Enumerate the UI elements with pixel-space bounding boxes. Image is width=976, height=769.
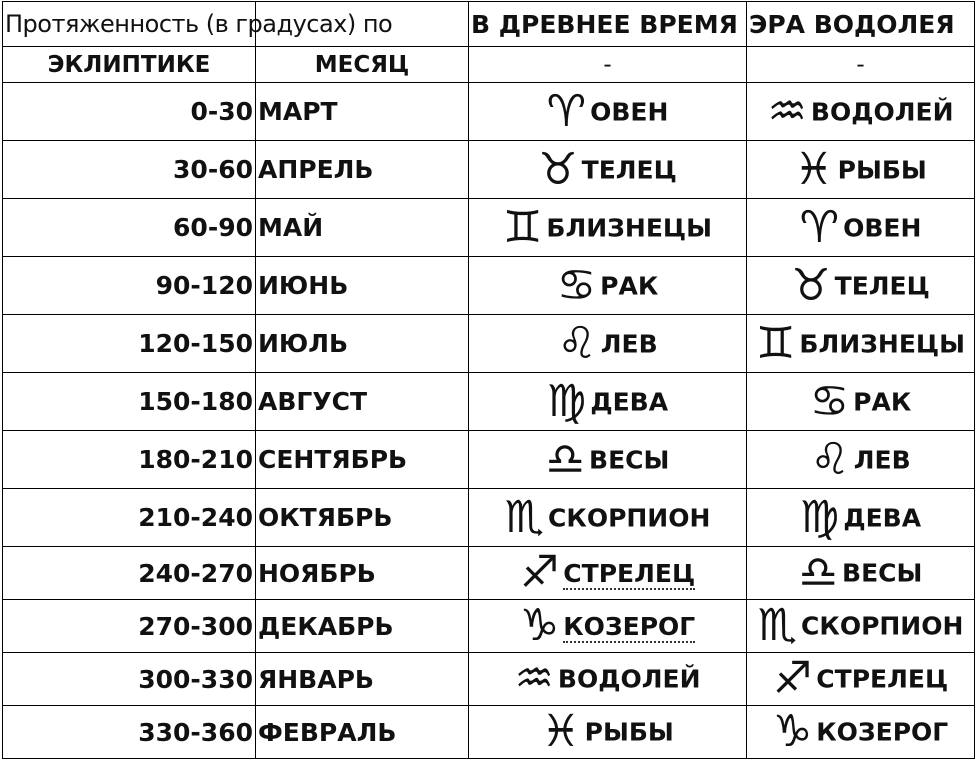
sign-name: ДЕВА — [590, 387, 669, 416]
ancient-sign-cell — [469, 257, 747, 315]
sign-name: ОВЕН — [590, 97, 669, 126]
header-ecliptic: ЭКЛИПТИКЕ — [3, 47, 256, 83]
month-name: МАРТ — [256, 83, 469, 141]
pisces-icon: ♓ — [794, 143, 834, 195]
scorpio-icon: ♏ — [757, 600, 798, 651]
era-sign-cell — [747, 489, 975, 547]
era-sign-cell — [747, 257, 975, 315]
header-aquarius-era: ЭРА ВОДОЛЕЯ — [747, 2, 975, 47]
era-sign-cell — [747, 373, 975, 431]
aquarius-icon: ♒ — [767, 85, 807, 137]
month-name: НОЯБРЬ — [256, 547, 469, 600]
ancient-sign-cell — [469, 431, 747, 489]
table-row — [3, 315, 975, 373]
ancient-sign-cell — [469, 373, 747, 431]
ancient-sign-cell — [469, 199, 747, 257]
month-name: ИЮЛЬ — [256, 315, 469, 373]
sign-name: СТРЕЛЕЦ — [563, 558, 696, 588]
ancient-sign-cell — [469, 706, 747, 759]
month-name: АПРЕЛЬ — [256, 141, 469, 199]
sign-name: БЛИЗНЕЦЫ — [546, 213, 713, 242]
capricorn-icon: ♑ — [519, 600, 560, 651]
era-sign-cell — [747, 315, 975, 373]
month-name: ДЕКАБРЬ — [256, 600, 469, 653]
header-era-dash: - — [747, 47, 975, 83]
sign-name: ТЕЛЕЦ — [834, 271, 930, 300]
header-month: МЕСЯЦ — [256, 47, 469, 83]
sign-name: ОВЕН — [843, 213, 922, 242]
degree-range: 120-150 — [3, 315, 256, 373]
sign-name: ВОДОЛЕЙ — [810, 97, 954, 126]
ancient-sign-cell — [469, 653, 747, 706]
virgo-icon: ♍ — [799, 491, 840, 543]
table-row — [3, 141, 975, 199]
table-row — [3, 706, 975, 759]
degree-range: 330-360 — [3, 706, 256, 759]
ancient-sign-cell — [469, 600, 747, 653]
month-name: ИЮНЬ — [256, 257, 469, 315]
degree-range: 270-300 — [3, 600, 256, 653]
aries-icon: ♈ — [546, 85, 587, 137]
table-row — [3, 199, 975, 257]
leo-icon: ♌ — [810, 433, 850, 485]
ancient-sign-cell — [469, 83, 747, 141]
header-range: Протяженность (в градусах) по — [3, 2, 256, 47]
gemini-icon: ♊ — [502, 201, 543, 253]
libra-icon: ♎ — [545, 433, 586, 485]
sign-name: РАК — [853, 387, 912, 416]
era-sign-cell — [747, 431, 975, 489]
sign-name: РАК — [600, 271, 659, 300]
sign-name: РЫБЫ — [584, 717, 674, 747]
taurus-icon: ♉ — [538, 143, 578, 195]
table-row — [3, 431, 975, 489]
degree-range: 300-330 — [3, 653, 256, 706]
libra-icon: ♎ — [798, 547, 839, 598]
degree-range: 150-180 — [3, 373, 256, 431]
scorpio-icon: ♏ — [504, 491, 545, 543]
degree-range: 210-240 — [3, 489, 256, 547]
sagittarius-icon: ♐ — [772, 653, 813, 704]
era-sign-cell — [747, 199, 975, 257]
ancient-sign-cell — [469, 547, 747, 600]
taurus-icon: ♉ — [791, 259, 831, 311]
gemini-icon: ♊ — [755, 317, 796, 369]
degree-range: 90-120 — [3, 257, 256, 315]
sign-name: ЛЕВ — [600, 329, 658, 358]
month-name: ОКТЯБРЬ — [256, 489, 469, 547]
sagittarius-icon: ♐ — [519, 547, 560, 598]
table-row — [3, 257, 975, 315]
sign-name: БЛИЗНЕЦЫ — [799, 329, 966, 358]
sign-name: ВОДОЛЕЙ — [557, 664, 701, 694]
sign-name: РЫБЫ — [837, 155, 927, 184]
era-sign-cell — [747, 653, 975, 706]
degree-range: 30-60 — [3, 141, 256, 199]
cancer-icon: ♋ — [809, 375, 850, 427]
header-row — [3, 2, 975, 47]
zodiac-table — [2, 1, 975, 759]
table-row — [3, 600, 975, 653]
era-sign-cell — [747, 547, 975, 600]
aries-icon: ♈ — [799, 201, 840, 253]
era-sign-cell — [747, 600, 975, 653]
leo-icon: ♌ — [557, 317, 597, 369]
pisces-icon: ♓ — [541, 706, 581, 757]
era-sign-cell — [747, 706, 975, 759]
month-name: МАЙ — [256, 199, 469, 257]
capricorn-icon: ♑ — [772, 706, 813, 757]
sign-name: ТЕЛЕЦ — [581, 155, 677, 184]
month-name: АВГУСТ — [256, 373, 469, 431]
header-ancient-dash: - — [469, 47, 747, 83]
table-row — [3, 83, 975, 141]
ancient-sign-cell — [469, 489, 747, 547]
sign-name: КОЗЕРОГ — [816, 717, 949, 747]
degree-range: 60-90 — [3, 199, 256, 257]
month-name: ФЕВРАЛЬ — [256, 706, 469, 759]
sign-name: СТРЕЛЕЦ — [816, 664, 949, 694]
table-row — [3, 653, 975, 706]
virgo-icon: ♍ — [546, 375, 587, 427]
cancer-icon: ♋ — [556, 259, 597, 311]
era-sign-cell — [747, 83, 975, 141]
ancient-sign-cell — [469, 315, 747, 373]
table-row — [3, 489, 975, 547]
sign-name: ВЕСЫ — [842, 558, 923, 588]
era-sign-cell — [747, 141, 975, 199]
sign-name: СКОРПИОН — [548, 503, 711, 532]
sign-name: ЛЕВ — [853, 445, 911, 474]
ancient-sign-cell — [469, 141, 747, 199]
table-row — [3, 547, 975, 600]
degree-range: 180-210 — [3, 431, 256, 489]
table-row — [3, 373, 975, 431]
aquarius-icon: ♒ — [514, 653, 554, 704]
subheader-row — [3, 47, 975, 83]
header-ancient: В ДРЕВНЕЕ ВРЕМЯ — [469, 2, 747, 47]
month-name: СЕНТЯБРЬ — [256, 431, 469, 489]
sign-name: СКОРПИОН — [801, 611, 964, 641]
month-name: ЯНВАРЬ — [256, 653, 469, 706]
sign-name: КОЗЕРОГ — [563, 611, 696, 641]
degree-range: 0-30 — [3, 83, 256, 141]
degree-range: 240-270 — [3, 547, 256, 600]
sign-name: ВЕСЫ — [589, 445, 670, 474]
sign-name: ДЕВА — [843, 503, 922, 532]
